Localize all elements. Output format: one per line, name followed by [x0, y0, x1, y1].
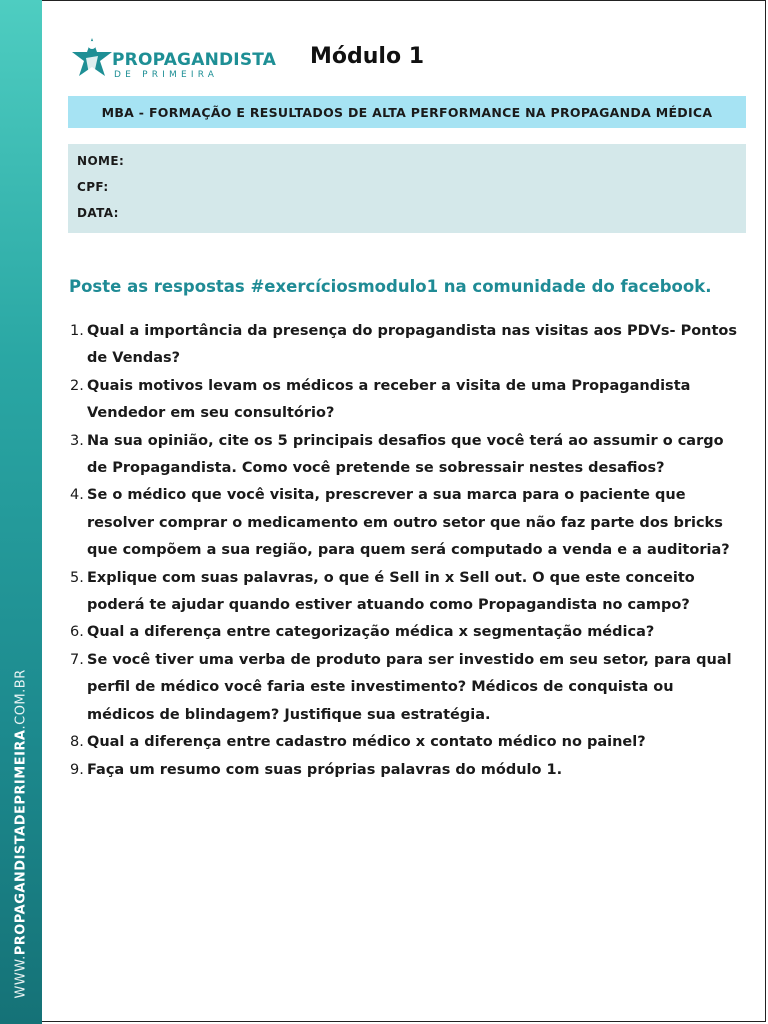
question-number: 2.: [70, 377, 84, 394]
instruction-text: Poste as respostas #exercíciosmodulo1 na comunidade do facebook.: [69, 277, 712, 296]
cpf-field-label[interactable]: CPF:: [77, 180, 109, 194]
question-text: Quais motivos levam os médicos a receber a visita de uma Propagandista Vendedor em seu consultório?: [87, 377, 691, 422]
question-number: 6.: [70, 624, 84, 641]
course-banner: [68, 96, 746, 128]
question-item: [70, 318, 740, 373]
question-number: 9.: [70, 761, 84, 778]
question-number: 1.: [70, 323, 84, 339]
question-item: [70, 729, 740, 756]
question-item: [70, 647, 740, 729]
logo-brand-name: PROPAGANDISTA: [112, 50, 277, 70]
date-field-label[interactable]: DATA:: [77, 206, 119, 220]
page-title: Módulo 1: [310, 44, 425, 69]
question-number: 3.: [70, 432, 84, 449]
question-item: [70, 428, 740, 483]
question-text: Se você tiver uma verba de produto para ser investido em seu setor, para qual perfil de médico você faria este investimento? Médicos de conquista ou médicos de blindagem? Justifique sua estratégia.: [87, 651, 732, 723]
question-text: Qual a importância da presença do propagandista nas visitas aos PDVs- Pontos de Vendas?: [87, 323, 738, 367]
question-number: 7.: [70, 651, 84, 668]
star-person-icon: [70, 36, 114, 84]
question-text: Qual a diferença entre categorização médica x segmentação médica?: [87, 624, 655, 641]
question-item: [70, 565, 740, 620]
side-banner: [0, 0, 42, 1024]
logo-brand-sub: DE PRIMEIRA: [114, 70, 219, 80]
question-number: 5.: [70, 569, 84, 586]
brand-logo: [70, 36, 277, 86]
question-item: [70, 757, 740, 784]
question-number: 8.: [70, 734, 84, 751]
question-number: 4.: [70, 487, 84, 504]
course-title: MBA - FORMAÇÃO E RESULTADOS DE ALTA PERFORMANCE NA PROPAGANDA MÉDICA: [101, 104, 713, 120]
question-text: Se o médico que você visita, prescrever a sua marca para o paciente que resolver comprar o medicamento em outro setor que não faz parte dos bricks que compõem a sua região, para quem será computado a venda e a auditoria?: [87, 487, 730, 559]
question-item: [70, 619, 740, 646]
question-list: [70, 318, 740, 784]
website-url: WWW.PROPAGANDISTADEPRIMEIRA.COM.BR: [13, 669, 29, 999]
question-text: Faça um resumo com suas próprias palavras do módulo 1.: [87, 761, 563, 778]
question-item: [70, 482, 740, 564]
name-field-label[interactable]: NOME:: [77, 154, 125, 168]
question-text: Na sua opinião, cite os 5 principais desafios que você terá ao assumir o cargo de Propagandista. Como você pretende se sobressair nestes desafios?: [87, 432, 724, 477]
question-text: Qual a diferença entre cadastro médico x contato médico no painel?: [87, 734, 646, 751]
question-item: [70, 373, 740, 428]
student-info-box: [68, 144, 746, 233]
question-text: Explique com suas palavras, o que é Sell in x Sell out. O que este conceito poderá te ajudar quando estiver atuando como Propagandista no campo?: [87, 569, 695, 614]
